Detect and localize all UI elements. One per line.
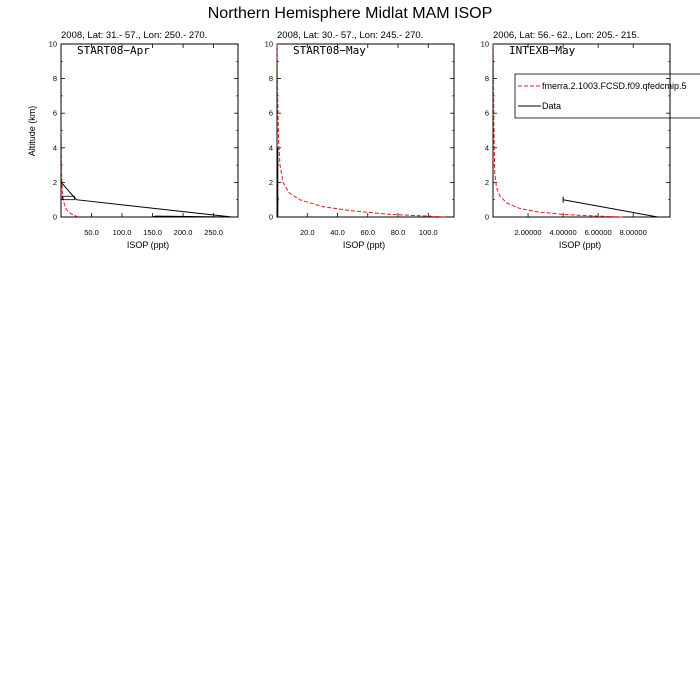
panel-1-y-tick-label: 10 bbox=[48, 39, 57, 49]
panel-3-x-tick-label: 2.00000 bbox=[514, 228, 542, 237]
panel-2-y-tick-label: 10 bbox=[264, 39, 273, 49]
panel-1-y-tick-label: 0 bbox=[52, 212, 57, 222]
panel-2-x-tick-label: 100.0 bbox=[418, 228, 438, 237]
panel-1-data-line bbox=[61, 182, 232, 217]
panel-3-y-tick-label: 8 bbox=[484, 74, 489, 84]
panel-2-plot bbox=[265, 40, 454, 238]
panel-3-x-tick-label: 8.00000 bbox=[619, 228, 647, 237]
panel-2-subtitle: 2008, Lat: 30.- 57., Lon: 245.- 270. bbox=[277, 30, 424, 41]
legend-model-label: fmerra.2.1003.FCSD.f09.qfedcmip.5 bbox=[542, 81, 687, 91]
panel-3-x-tick-label: 4.00000 bbox=[549, 228, 577, 237]
panel-1-y-tick-label: 4 bbox=[52, 143, 57, 153]
panel-2-y-tick-label: 6 bbox=[268, 108, 273, 118]
panel-2-y-tick-label: 0 bbox=[268, 212, 273, 222]
panel-3-y-tick-label: 4 bbox=[484, 143, 489, 153]
panel-1-y-tick-label: 6 bbox=[52, 108, 57, 118]
panel-2-campaign-label: START08−May bbox=[293, 44, 366, 57]
panel-3-subtitle: 2006, Lat: 56.- 62., Lon: 205.- 215. bbox=[493, 30, 640, 41]
panel-2-frame bbox=[277, 44, 454, 217]
panel-3-x-axis-label: ISOP (ppt) bbox=[558, 240, 602, 250]
panel-3-plot bbox=[481, 40, 670, 238]
panel-1-x-axis-label: ISOP (ppt) bbox=[126, 240, 170, 250]
panel-2-x-tick-label: 20.0 bbox=[299, 228, 315, 237]
panel-2-y-tick-label: 2 bbox=[268, 177, 273, 187]
panel-1-subtitle: 2008, Lat: 31.- 57., Lon: 250.- 270. bbox=[61, 30, 208, 41]
panel-3-y-tick-label: 2 bbox=[484, 177, 489, 187]
panel-2-y-tick-label: 8 bbox=[268, 74, 273, 84]
panel-1-campaign-label: START08−Apr bbox=[77, 44, 150, 57]
panel-1-x-tick-label: 50.0 bbox=[84, 228, 99, 237]
figure-title: Northern Hemisphere Midlat MAM ISOP bbox=[207, 5, 493, 22]
panel-2-x-tick-label: 40.0 bbox=[330, 228, 345, 237]
panel-1-data-range-box bbox=[62, 196, 74, 199]
legend bbox=[515, 74, 700, 118]
panel-3-model-line bbox=[493, 44, 623, 217]
panel-1-y-axis-label: Altitude (km) bbox=[27, 105, 37, 157]
panel-1-x-tick-label: 150.0 bbox=[143, 228, 162, 237]
panel-3-y-tick-label: 6 bbox=[484, 108, 489, 118]
panel-3-data-line bbox=[563, 200, 658, 217]
panel-2-model-line bbox=[277, 44, 446, 217]
panel-2-x-tick-label: 80.0 bbox=[390, 228, 406, 237]
panel-1-plot bbox=[49, 40, 238, 238]
panel-3-y-tick-label: 10 bbox=[480, 39, 489, 49]
panel-2-y-tick-label: 4 bbox=[268, 143, 273, 153]
panel-1-y-tick-label: 2 bbox=[52, 177, 57, 187]
panel-3-frame bbox=[493, 44, 670, 217]
panel-1-x-tick-label: 200.0 bbox=[173, 228, 193, 237]
panel-2-x-tick-label: 60.0 bbox=[360, 228, 376, 237]
panel-1-y-tick-label: 8 bbox=[52, 74, 57, 84]
panel-3-x-tick-label: 6.00000 bbox=[584, 228, 612, 237]
panel-3-y-tick-label: 0 bbox=[484, 212, 489, 222]
panel-2-x-axis-label: ISOP (ppt) bbox=[342, 240, 386, 250]
panel-1-frame bbox=[61, 44, 238, 217]
panel-1-x-tick-label: 100.0 bbox=[112, 228, 132, 237]
legend-data-label: Data bbox=[542, 101, 562, 111]
panel-1-model-line bbox=[61, 131, 79, 218]
panel-1-x-tick-label: 250.0 bbox=[204, 228, 223, 237]
panel-3-campaign-label: INTEXB−May bbox=[509, 44, 576, 57]
